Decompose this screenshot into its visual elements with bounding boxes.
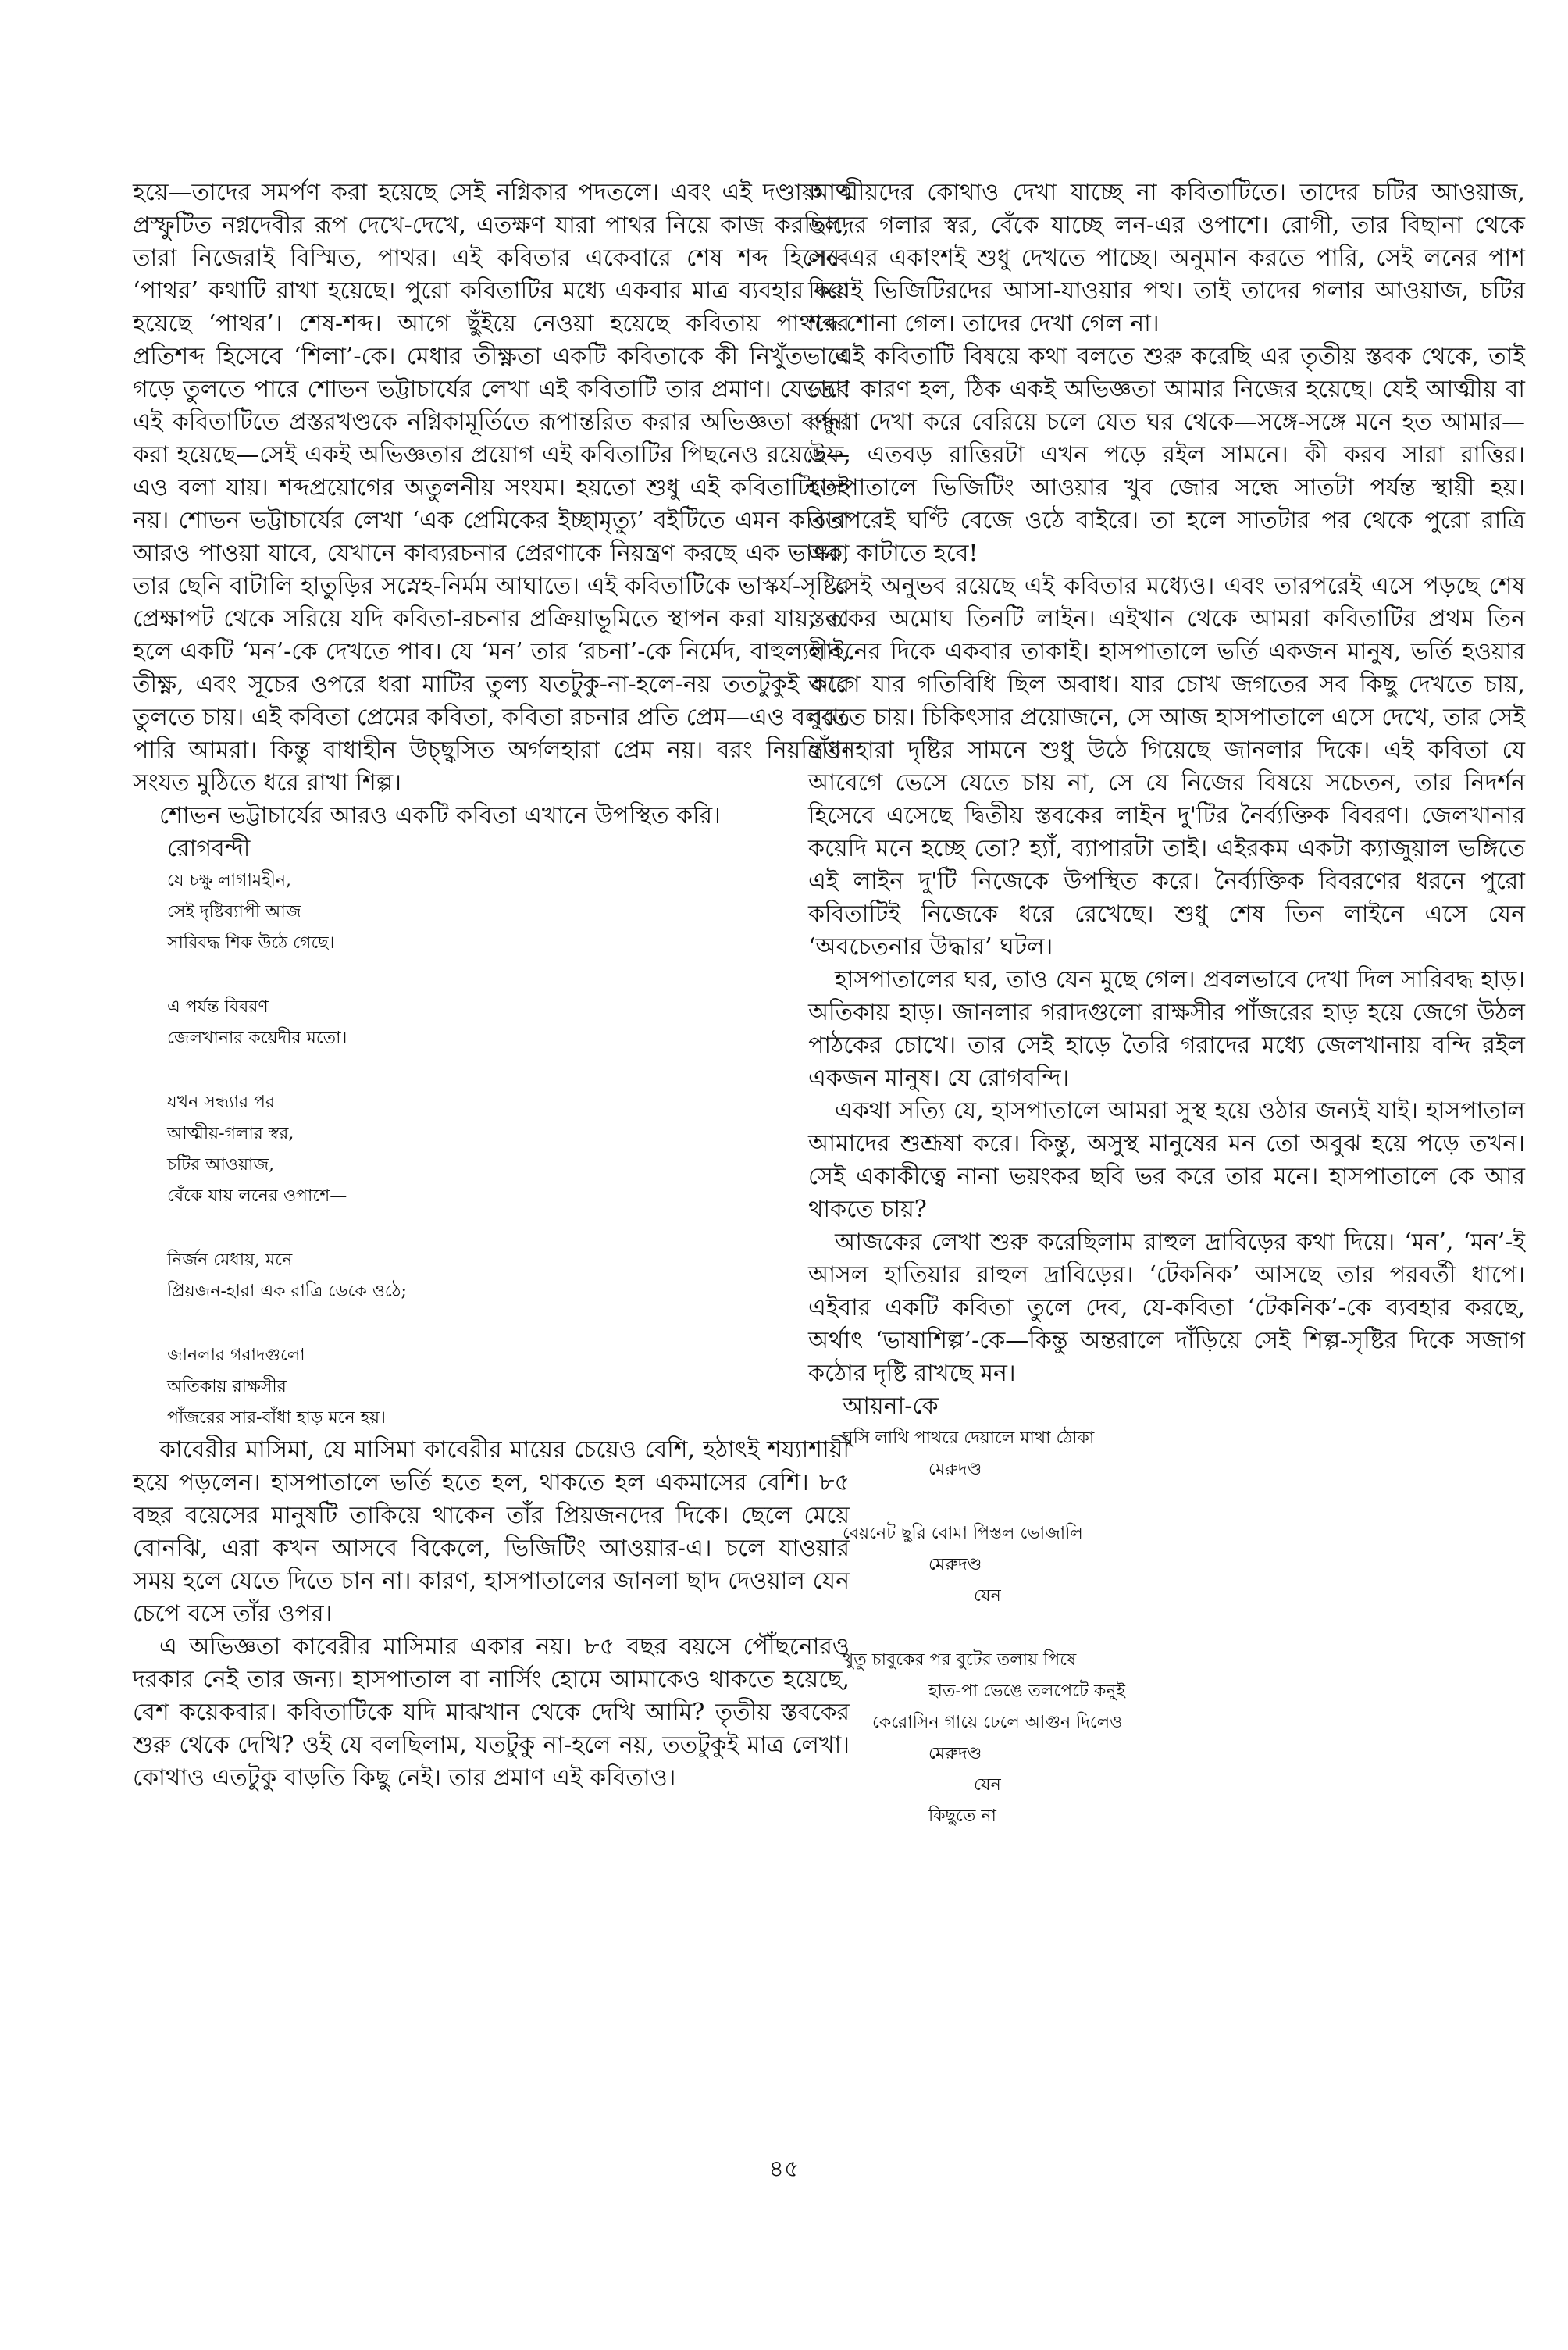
poem-title: রোগবন্দী [167,835,251,862]
poem-line: কেরোসিন গায়ে ঢেলে আগুন দিলেও [872,1713,1123,1732]
poem-line: পাঁজরের সার-বাঁধা হাড় মনে হয়। [167,1408,387,1428]
paragraph: এ অভিজ্ঞতা কাবেরীর মাসিমার একার নয়। ৮৫ বছর বয়সে পৌঁছনোরও দরকার নেই তার জন্য। হাসপাতাল বা নার্সিং হোমে আমাকেও থাকতে হয়েছে, বেশ কয়েকবার। কবিতাটিকে যদি মাঝখান থেকে দেখি আমি? তৃতীয় স্তবকের শুরু থেকে দেখি? ওই যে বলছিলাম, যতটুকু না-হলে নয়, ততটুকুই মাত্র লেখা। কোথাও এতটুকু বাড়তি কিছু নেই। তার প্রমাণ এই কবিতাও। [133,1633,850,1792]
left-column [133,177,850,1795]
poem-line: এ পর্যন্ত বিবরণ [167,997,269,1017]
poem-line: যেন [974,1586,1001,1606]
poem-line: হাত-পা ভেঙে তলপেটে কনুই [928,1681,1125,1701]
poem-stanza [133,1340,850,1434]
poem-line: মেরুদণ্ড [928,1460,982,1479]
paragraph: শোভন ভট্টাচার্যের আরও একটি কবিতা এখানে উপস্থিত করি। [159,802,721,829]
poem-line: বেঁকে যায় লনের ওপাশে— [167,1186,347,1206]
poem-stanza [133,1087,850,1212]
paragraph: হাসপাতালের ঘর, তাও যেন মুছে গেল। প্রবলভাবে দেখা দিল সারিবদ্ধ হাড়। অতিকায় হাড়। জানলার গরাদগুলো রাক্ষসীর পাঁজরের হাড় হয়ে জেগে উঠল পাঠকের চোখে। তার সেই হাড়ে তৈরি গরাদের মধ্যে জেলখানায় বন্দি রইল একজন মানুষ। যে রোগবন্দি। [808,966,1525,1092]
poem-line: মেরুদণ্ড [928,1555,982,1574]
poem [808,1423,1525,1832]
paragraph: আজকের লেখা শুরু করেছিলাম রাহুল দ্রাবিড়ের কথা দিয়ে। ‘মন’, ‘মন’-ই আসল হাতিয়ার রাহুল দ্রাবিড়ের। ‘টেকনিক’ আসছে তার পরবর্তী ধাপে। এইবার একটি কবিতা তুলে দেব, যে-কবিতা ‘টেকনিক’-কে ব্যবহার করছে, অর্থাৎ ‘ভাষাশিল্প’-কে—কিন্তু অন্তরালে দাঁড়িয়ে সেই শিল্প-সৃষ্টির দিকে সজাগ কঠোর দৃষ্টি রাখছে মন। [808,1228,1525,1387]
paragraph: কাবেরীর মাসিমা, যে মাসিমা কাবেরীর মায়ের চেয়েও বেশি, হঠাৎই শয্যাশায়ী হয়ে পড়লেন। হাসপাতালে ভর্তি হতে হল, থাকতে হল একমাসের বেশি। ৮৫ বছর বয়েসের মানুষটি তাকিয়ে থাকেন তাঁর প্রিয়জনদের দিকে। ছেলে মেয়ে বোনঝি, এরা কখন আসবে বিকেলে, ভিজিটিং আওয়ার-এ। চলে যাওয়ার সময় হলে যেতে দিতে চান না। কারণ, হাসপাতালের জানলা ছাদ দেওয়াল যেন চেপে বসে তাঁর ওপর। [133,1436,850,1628]
poem-line: ঘুসি লাথি পাথরে দেয়ালে মাথা ঠোকা [843,1428,1095,1448]
poem-stanza [133,865,850,959]
poem-line: যেন [974,1775,1001,1795]
poem-line: জেলখানার কয়েদীর মতো। [167,1029,347,1048]
poem-stanza [808,1518,1525,1612]
poem-line: মেরুদণ্ড [928,1744,982,1763]
paragraph: আত্মীয়দের কোথাও দেখা যাচ্ছে না কবিতাটিতে। তাদের চটির আওয়াজ, তাদের গলার স্বর, বেঁকে যাচ্ছে লন-এর ওপাশে। রোগী, তার বিছানা থেকে লন-এর একাংশই শুধু দেখতে পাচ্ছে। অনুমান করতে পারি, সেই লনের পাশ দিয়েই ভিজিটিরদের আসা-যাওয়ার পথ। তাই তাদের গলার আওয়াজ, চটির শব্দ শোনা গেল। তাদের দেখা গেল না। [808,179,1525,337]
right-column [808,177,1525,1832]
poem-stanza [808,1645,1525,1832]
poem-line: বেয়নেট ছুরি বোমা পিস্তল ভোজালি [843,1524,1083,1543]
poem-line: প্রিয়জন-হারা এক রাত্রি ডেকে ওঠে; [167,1282,407,1301]
poem-line: নির্জন মেধায়, মনে [167,1250,293,1270]
paragraph: একথা সত্যি যে, হাসপাতালে আমরা সুস্থ হয়ে ওঠার জন্যই যাই। হাসপাতাল আমাদের শুশ্রূষা করে। কিন্তু, অসুস্থ মানুষের মন তো অবুঝ হয়ে পড়ে তখন। সেই একাকীত্বে নানা ভয়ংকর ছবি ভর করে তার মনে। হাসপাতালে কে আর থাকতে চায়? [808,1097,1525,1223]
poem-line: সেই দৃষ্টিব্যাপী আজ [167,902,301,922]
paragraph: হয়ে—তাদের সমর্পণ করা হয়েছে সেই নগ্নিকার পদতলে। এবং এই দণ্ডায়মাণ প্রস্ফুটিত নগ্নদেবীর রূপ দেখে-দেখে, এতক্ষণ যারা পাথর নিয়ে কাজ করছিল, তারা নিজেরাই বিস্মিত, পাথর। এই কবিতার একেবারে শেষ শব্দ হিসেবে ‘পাথর’ কথাটি রাখা হয়েছে। পুরো কবিতাটির মধ্যে একবার মাত্র ব্যবহার করা হয়েছে ‘পাথর’। শেষ-শব্দ। আগে ছুঁইয়ে নেওয়া হয়েছে কবিতায় পাথরের প্রতিশব্দ হিসেবে ‘শিলা’-কে। মেধার তীক্ষ্ণতা একটি কবিতাকে কী নিখুঁতভাবে গড়ে তুলতে পারে শোভন ভট্টাচার্যের লেখা এই কবিতাটি তার প্রমাণ। যেভাবে এই কবিতাটিতে প্রস্তরখণ্ডকে নগ্নিকামূর্তিতে রূপান্তরিত করার অভিজ্ঞতা বর্ণনা করা হয়েছে—সেই একই অভিজ্ঞতার প্রয়োগ এই কবিতাটির পিছনেও রয়েছে—এও বলা যায়। শব্দপ্রয়োগের অতুলনীয় সংযম। হয়তো শুধু এই কবিতাটিতেই নয়। শোভন ভট্টাচার্যের লেখা ‘এক প্রেমিকের ইচ্ছামৃত্যু’ বইটিতে এমন কবিতা আরও পাওয়া যাবে, যেখানে কাব্যরচনার প্রেরণাকে নিয়ন্ত্রণ করছে এক ভাস্কর, তার ছেনি বাটালি হাতুড়ির সস্নেহ-নির্মম আঘাতে। এই কবিতাটিকে ভাস্কর্য-সৃষ্টির প্রেক্ষাপট থেকে সরিয়ে যদি কবিতা-রচনার প্রক্রিয়াভূমিতে স্থাপন করা যায়, তা হলে একটি ‘মন’-কে দেখতে পাব। যে ‘মন’ তার ‘রচনা’-কে নির্মেদ, বাহুল্যহীন, তীক্ষ্ণ, এবং সূচের ওপরে ধরা মাটির তুল্য যতটুকু-না-হলে-নয় ততটুকুই করে তুলতে চায়। এই কবিতা প্রেমের কবিতা, কবিতা রচনার প্রতি প্রেম—এও বলতে পারি আমরা। কিন্তু বাধাহীন উচ্ছ্বসিত অর্গলহারা প্রেম নয়। বরং নিয়ন্ত্রিত। সংযত মুঠিতে ধরে রাখা শিল্প। [133,179,850,797]
poem-line: আত্মীয়-গলার স্বর, [167,1124,294,1143]
poem-title: আয়না-কে [843,1393,939,1420]
poem-line: সারিবদ্ধ শিক উঠে গেছে। [167,933,335,953]
poem-line: জানলার গরাদগুলো [167,1346,305,1365]
paragraph: সেই অনুভব রয়েছে এই কবিতার মধ্যেও। এবং তারপরেই এসে পড়ছে শেষ স্তবকের অমোঘ তিনটি লাইন। এইখান থেকে আমরা কবিতাটির প্রথম তিন লাইনের দিকে একবার তাকাই। হাসপাতালে ভর্তি একজন মানুষ, ভর্তি হওয়ার আগে যার গতিবিধি ছিল অবাধ। যার চোখ জগতের সব কিছু দেখতে চায়, বুঝতে চায়। চিকিৎসার প্রয়োজনে, সে আজ হাসপাতালে এসে দেখে, তার সেই বাঁধনহারা দৃষ্টির সামনে শুধু উঠে গিয়েছে জানলার দিকে। এই কবিতা যে আবেগে ভেসে যেতে চায় না, সে যে নিজের বিষয়ে সচেতন, তার নিদর্শন হিসেবে এসেছে দ্বিতীয় স্তবকের লাইন দু'টির নৈর্ব্যক্তিক বিবরণ। জেলখানার কয়েদি মনে হচ্ছে তো? হ্যাঁ, ব্যাপারটা তাই। এইরকম একটা ক্যাজুয়াল ভঙ্গিতে এই লাইন দু'টি নিজেকে উপস্থিত করে। নৈর্ব্যক্তিক বিবরণের ধরনে পুরো কবিতাটিই নিজেকে ধরে রেখেছে। শুধু শেষ তিন লাইনে এসে যেন ‘অবচেতনার উদ্ধার’ ঘটল। [808,572,1525,961]
poem-line: কিছুতে না [928,1806,996,1826]
poem-line: থুতু চাবুকের পর বুটের তলায় পিষে [843,1650,1077,1670]
poem [133,865,850,1434]
poem-stanza [133,1245,850,1307]
poem-line: যখন সন্ধ্যার পর [167,1093,276,1112]
poem-line: অতিকায় রাক্ষসীর [167,1377,287,1396]
page-number: ৪৫ [768,2156,800,2183]
poem-line: যে চক্ষু লাগামহীন, [167,871,292,890]
poem-stanza [808,1423,1525,1485]
poem-line: চটির আওয়াজ, [167,1155,275,1175]
paragraph: এই কবিতাটি বিষয়ে কথা বলতে শুরু করেছি এর তৃতীয় স্তবক থেকে, তাই তো! কারণ হল, ঠিক একই অভিজ্ঞতা আমার নিজের হয়েছে। যেই আত্মীয় বা বন্ধুরা দেখা করে বেরিয়ে চলে যেত ঘর থেকে—সঙ্গে-সঙ্গে মনে হত আমার—উফ, এতবড় রাত্তিরটা এখন পড়ে রইল সামনে। কী করব সারা রাত্তির। হাসপাতালে ভিজিটিং আওয়ার খুব জোর সন্ধে সাতটা পর্যন্ত স্থায়ী হয়। তারপরেই ঘণ্টি বেজে ওঠে বাইরে। তা হলে সাতটার পর থেকে পুরো রাত্রি একা কাটাতে হবে! [808,343,1525,567]
poem-stanza [133,992,850,1054]
